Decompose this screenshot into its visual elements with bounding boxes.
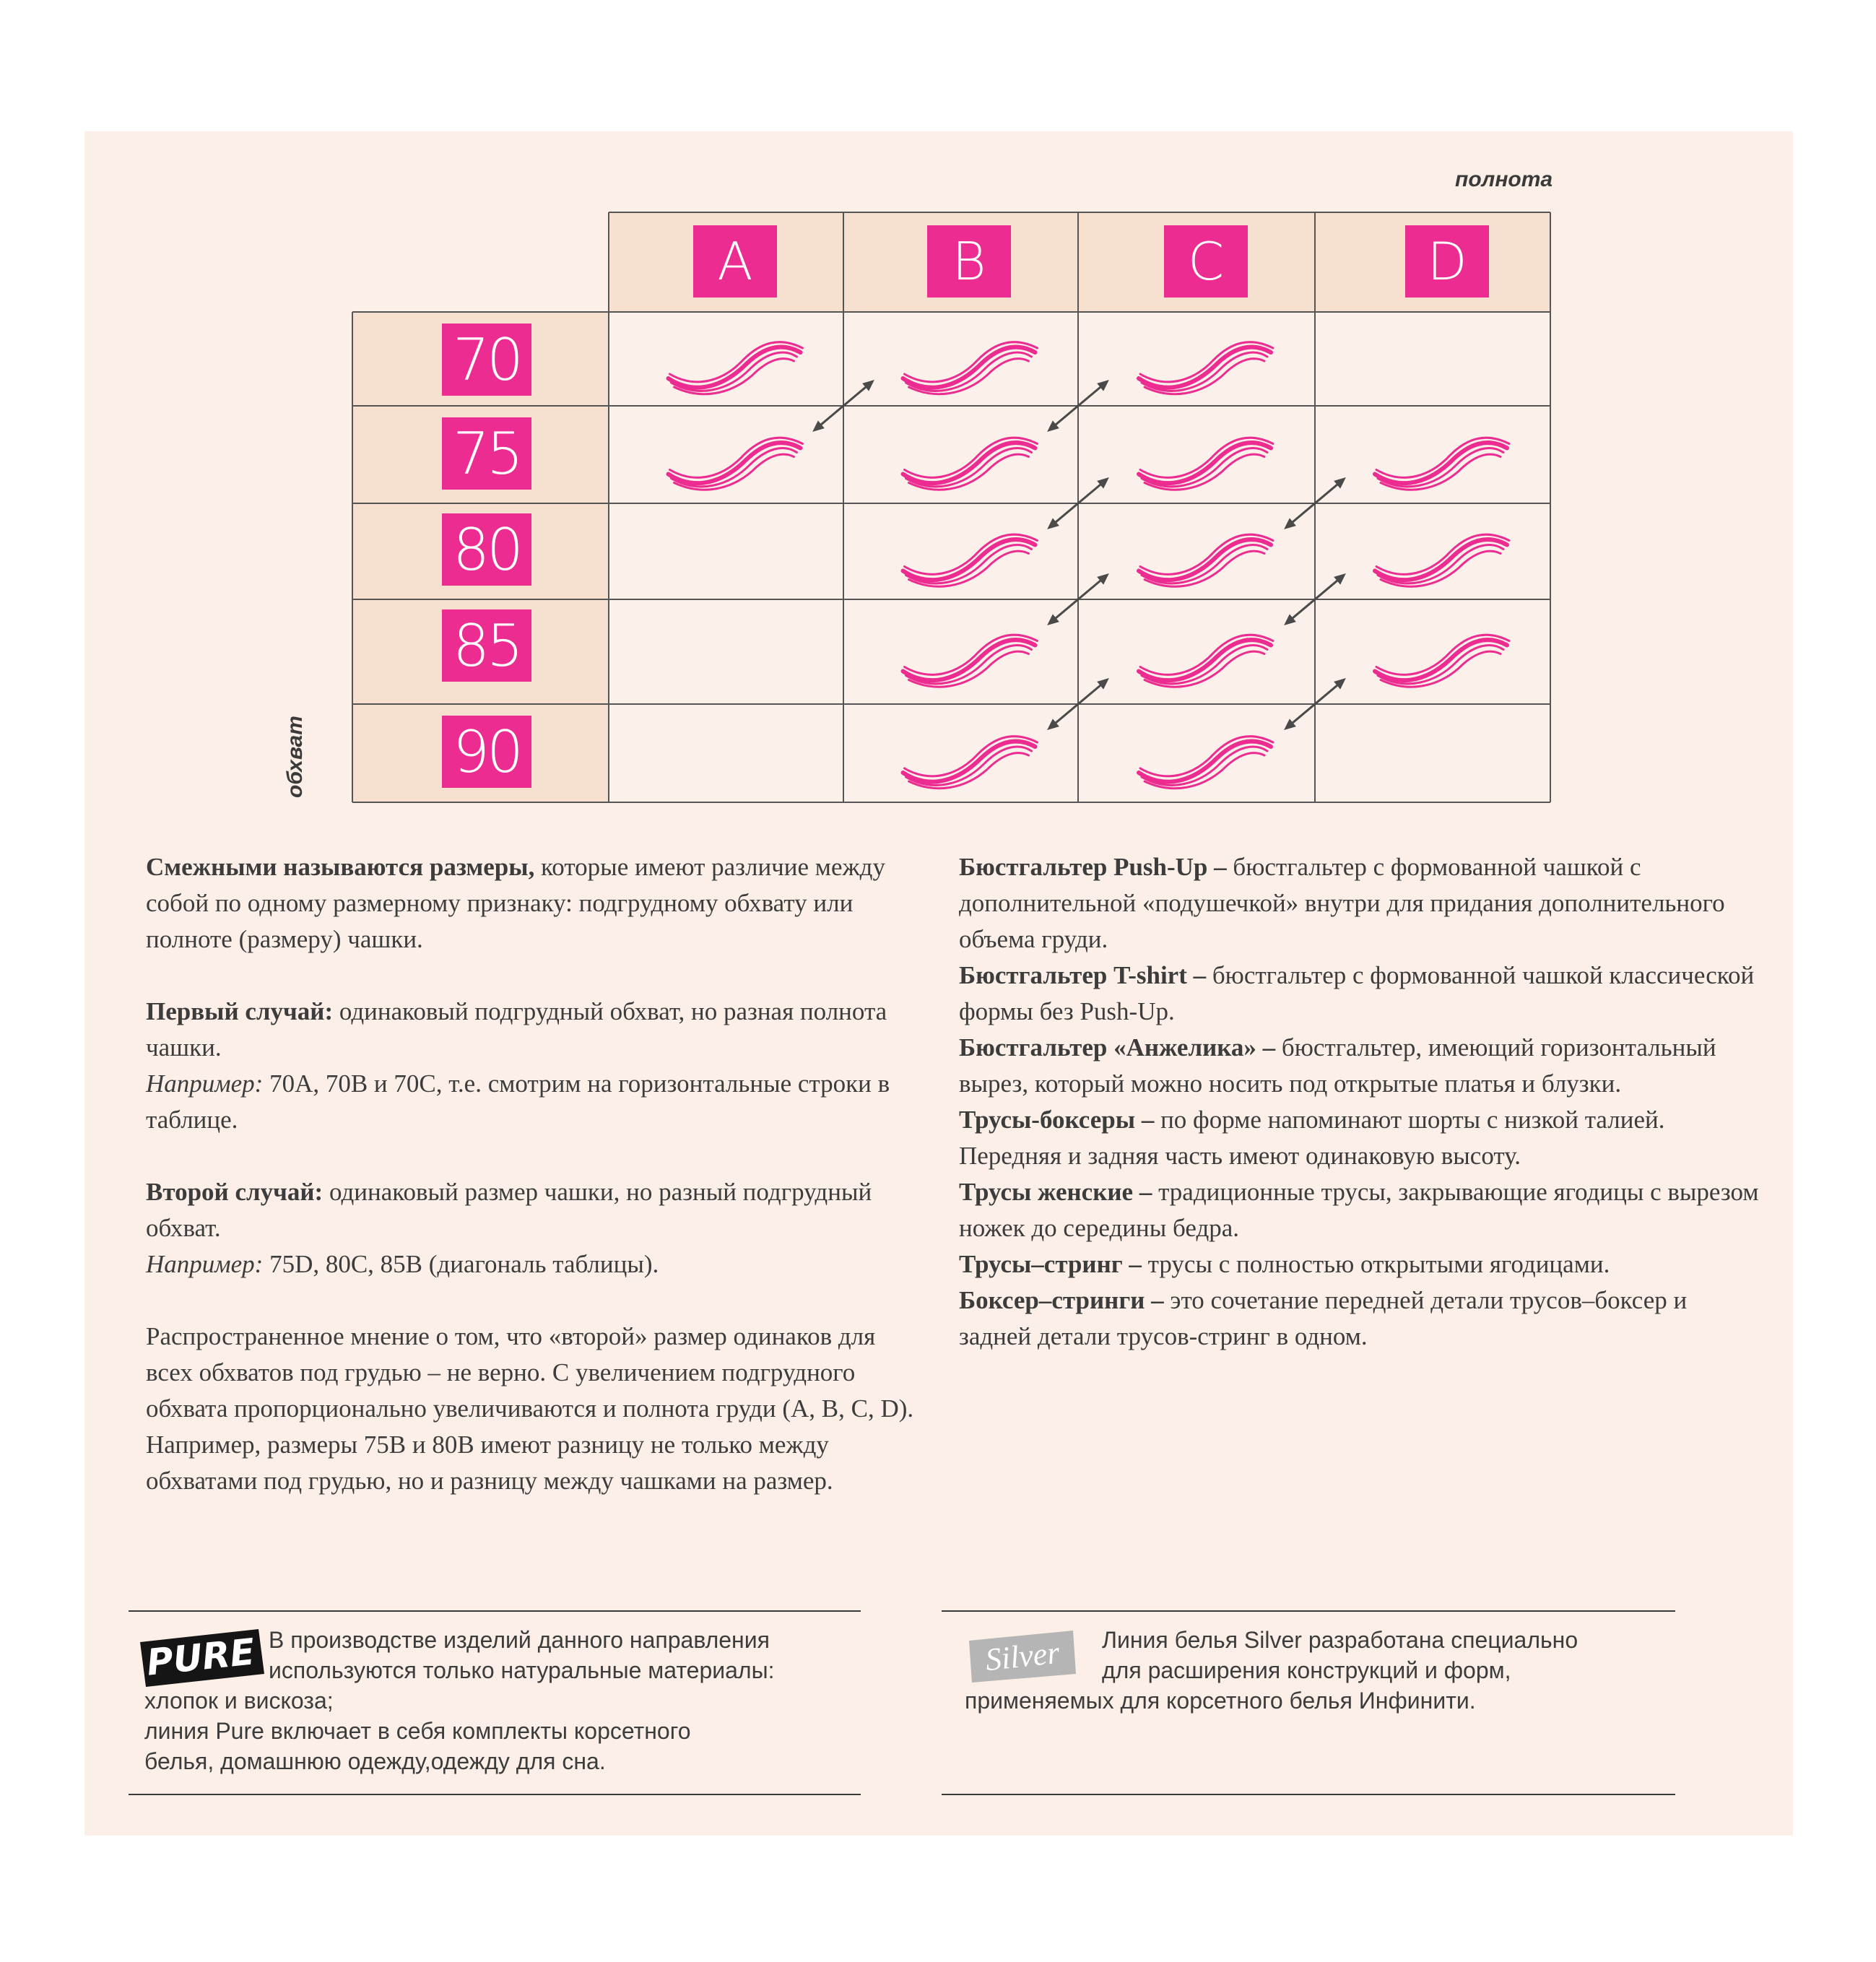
- definition-item: Трусы–стринг – трусы с полностью открытыми ягодицами.: [959, 1250, 1610, 1278]
- fullness-axis-label: полнота: [1455, 168, 1553, 191]
- cup-badge-c: C: [1164, 225, 1248, 298]
- cup-badge-d: D: [1405, 225, 1489, 298]
- definition-item: Бюстгальтер Push-Up – бюстгальтер с формованной чашкой с дополнительной «подушечкой» внутри для придания дополнительного объема груди.: [959, 853, 1725, 953]
- size-cell: [1315, 312, 1550, 406]
- pure-bottom-rule: [129, 1794, 861, 1795]
- size-cell: [609, 503, 843, 599]
- size-cell: [843, 312, 1078, 406]
- size-cell: [1315, 406, 1550, 503]
- size-cell: [609, 312, 843, 406]
- definition-item: Трусы женские – традиционные трусы, закрывающие ягодицы с вырезом ножек до середины бедра.: [959, 1178, 1759, 1242]
- girth-badge-80: 80: [442, 513, 531, 586]
- paragraph-second-case: Второй случай: одинаковый размер чашки, но разный подгрудный обхват. Например: 75D, 80С, 85В (диагональ таблицы).: [146, 1178, 872, 1278]
- size-cell: [609, 704, 843, 802]
- size-cell: [1078, 312, 1315, 406]
- silver-description-lines-1-2: Линия белья Silver разработана специально для расширения конструкций и форм,: [1102, 1627, 1578, 1683]
- product-definitions: [959, 849, 1760, 1355]
- pure-description-lines-3-5: хлопок и вискоза; линия Pure включает в себя комплекты корсетного белья, домашнюю одежду,одежду для сна.: [144, 1688, 691, 1774]
- cup-badge-a: A: [693, 225, 777, 298]
- silver-logo: [965, 1628, 1080, 1685]
- size-cell: [1315, 503, 1550, 599]
- paragraph-common-misconception: Распространенное мнение о том, что «второй» размер одинаков для всех обхватов под грудью – не верно. С увеличением подгрудного обхвата пропорционально увеличиваются и полнота груди (А, В, С, D). Например, размеры 75В и 80В имеют разницу не только между обхватами под грудью, но и разницу между чашками на размер.: [146, 1322, 914, 1495]
- size-cell: [1315, 599, 1550, 704]
- size-cell: [843, 406, 1078, 503]
- silver-bottom-rule: [942, 1794, 1675, 1795]
- size-cell: [1078, 406, 1315, 503]
- pure-logo: [137, 1626, 267, 1691]
- girth-badge-70: 70: [442, 324, 531, 396]
- definition-item: Боксер–стринги – это сочетание передней детали трусов–боксер и задней детали трусов-стринг в одном.: [959, 1286, 1688, 1350]
- size-cell: [843, 503, 1078, 599]
- size-cell: [843, 599, 1078, 704]
- svg-text:PURE: PURE: [144, 1631, 257, 1684]
- size-cell: [1078, 599, 1315, 704]
- adjacent-sizes-explanation: [146, 849, 926, 1535]
- pure-description-lines-1-2: В производстве изделий данного направления используются только натуральные материалы:: [269, 1627, 775, 1683]
- size-cell: [609, 406, 843, 503]
- paragraph-first-case: Первый случай: одинаковый подгрудный обхват, но разная полнота чашки. Например: 70А, 70В и 70С, т.е. смотрим на горизонтальные строки в таблице.: [146, 997, 890, 1134]
- silver-top-rule: [942, 1610, 1675, 1612]
- pure-top-rule: [129, 1610, 861, 1612]
- svg-text:Silver: Silver: [983, 1634, 1061, 1678]
- size-cell: [1078, 704, 1315, 802]
- definition-item: Трусы-боксеры – по форме напоминают шорты с низкой талией. Передняя и задняя часть имеют одинаковую высоту.: [959, 1106, 1665, 1170]
- silver-description-line-3: применяемых для корсетного белья Инфинити.: [965, 1688, 1476, 1714]
- definition-item: Бюстгальтер T-shirt – бюстгальтер с формованной чашкой классической формы без Push-Up.: [959, 961, 1755, 1025]
- size-cell: [1078, 503, 1315, 599]
- cup-badge-b: B: [927, 225, 1011, 298]
- girth-badge-90: 90: [442, 716, 531, 788]
- paragraph-definition: Смежными называются размеры, которые имеют различие между собой по одному размерному признаку: подгрудному обхвату или полноте (размеру) чашки.: [146, 853, 885, 953]
- girth-badge-75: 75: [442, 417, 531, 490]
- girth-axis-label: обхват: [283, 716, 307, 798]
- definition-item: Бюстгальтер «Анжелика» – бюстгальтер, имеющий горизонтальный вырез, который можно носить под открытые платья и блузки.: [959, 1033, 1716, 1098]
- size-cell: [609, 599, 843, 704]
- size-cell: [1315, 704, 1550, 802]
- girth-badge-85: 85: [442, 609, 531, 682]
- size-cell: [843, 704, 1078, 802]
